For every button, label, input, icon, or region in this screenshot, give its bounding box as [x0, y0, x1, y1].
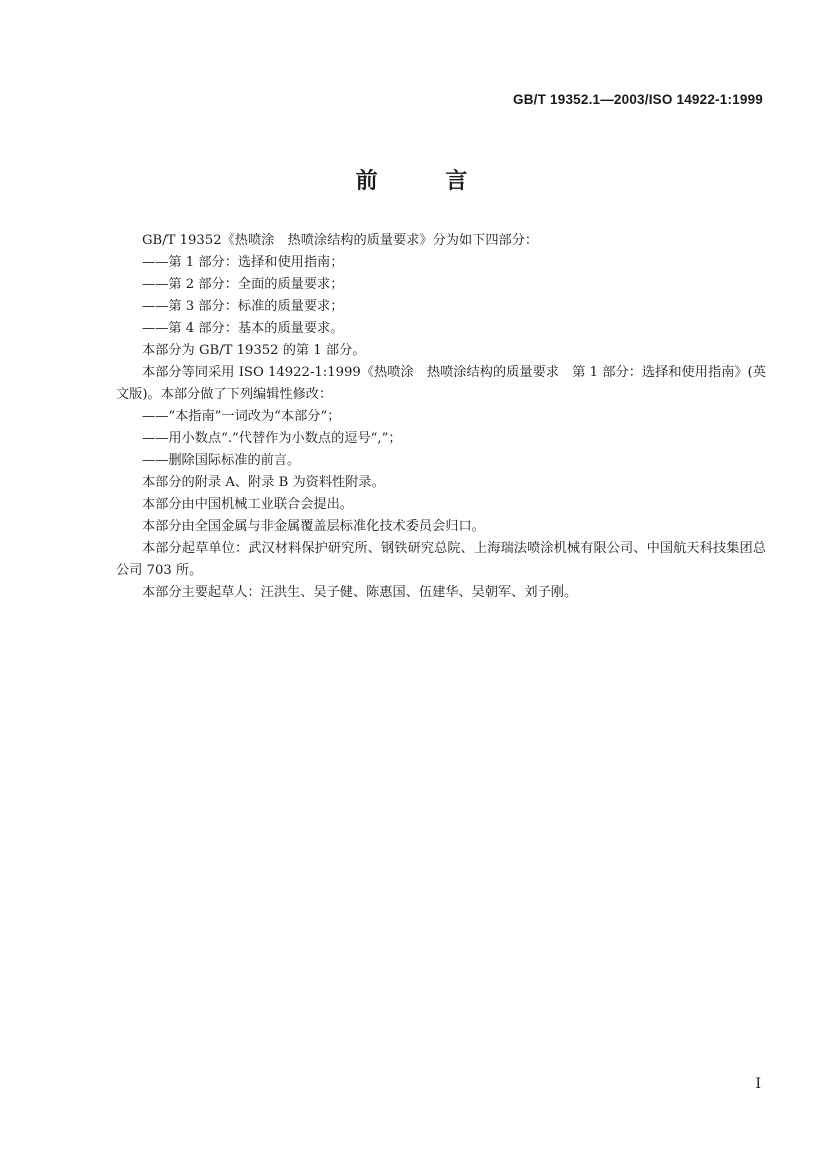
list-item: ——“本指南”一词改为“本部分”； [142, 409, 341, 424]
paragraph: 本部分由中国机械工业联合会提出。 [142, 497, 353, 512]
page-title: 前 言 [355, 169, 498, 194]
list-item: ——删除国际标准的前言。 [142, 453, 301, 468]
list-item: ——第 1 部分：选择和使用指南； [142, 255, 344, 270]
foreword-body [116, 230, 766, 604]
page-number: I [755, 1076, 761, 1092]
paragraph: 本部分为 GB/T 19352 的第 1 部分。 [142, 343, 366, 358]
paragraph: GB/T 19352《热喷涂 热喷涂结构的质量要求》分为如下四部分： [142, 233, 539, 248]
paragraph: 本部分起草单位：武汉材料保护研究所、钢铁研究总院、上海瑞法喷涂机械有限公司、中国航天科技集团总公司 703 所。 [116, 541, 766, 578]
list-item: ——第 4 部分：基本的质量要求。 [142, 321, 344, 336]
list-item: ——第 2 部分：全面的质量要求； [142, 277, 344, 292]
list-item: ——第 3 部分：标准的质量要求； [142, 299, 344, 314]
paragraph: 本部分由全国金属与非金属覆盖层标准化技术委员会归口。 [142, 519, 485, 534]
paragraph: 本部分的附录 A、附录 B 为资料性附录。 [142, 475, 385, 490]
paragraph: 本部分等同采用 ISO 14922-1:1999《热喷涂 热喷涂结构的质量要求 第 1 部分：选择和使用指南》(英文版)。本部分做了下列编辑性修改： [116, 365, 766, 402]
standard-code: GB/T 19352.1—2003/ISO 14922-1:1999 [513, 92, 763, 107]
paragraph: 本部分主要起草人：汪洪生、吴子健、陈惠国、伍建华、吴朝军、刘子刚。 [142, 585, 578, 600]
list-item: ——用小数点“.”代替作为小数点的逗号“,”； [142, 431, 402, 446]
